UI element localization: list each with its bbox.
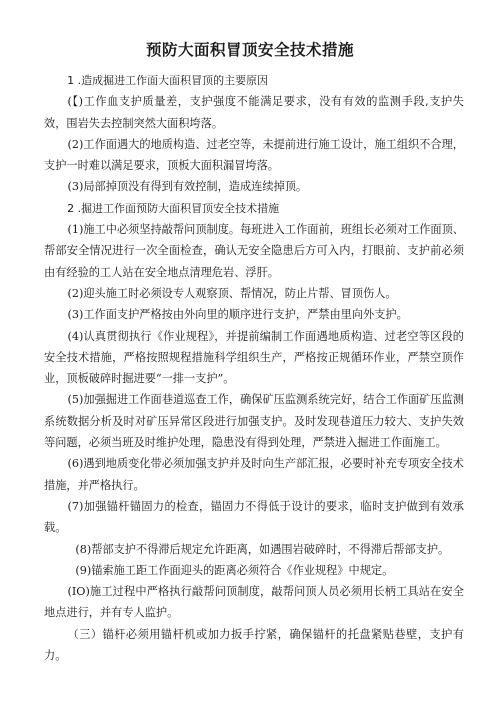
paragraph-measure-7: (7)加强锚杆锚固力的检查，锚固力不得低于设计的要求，临时支护做到有效承载。 [44, 499, 464, 535]
paragraph-cause-1: (【)工作血支护质量差，支护强度不能满足要求，没有有效的监测手段,支护失效，围岩失去控制突然大面积垮落。 [44, 95, 464, 130]
paragraph-measure-3: (3)工作面支护严格按由外向里的顺序进行支护，严禁由里向外支护。 [67, 308, 408, 322]
paragraph-measure-10: (IO)施工过程中严格执行敲帮问顶制度，敲帮问顶人员必须用长柄工具站在安全地点进行，并有专人监护。 [44, 585, 464, 620]
paragraph-measure-5: (5)加强掘进工作面巷道巡查工作，确保矿压监测系统完好，结合工作面矿压监测系统数据分析及时对矿压异常区段进行加强支护。及时发现巷道压力较大、支护失效等问题，必须当班及时维护处理，隐患没有得到处理，严禁进入掘进工作面施工。 [44, 393, 464, 450]
paragraph-measure-8: (8)帮部支护不得滞后规定允许距离，如遇围岩破碎时，不得滞后帮部支护。 [75, 542, 450, 556]
document-title: 预防大面积冒顶安全技术措施 [145, 41, 354, 59]
paragraph-cause-2: (2)工作面遇大的地质构造、过老空等，未提前进行施工设计，施工组织不合理，支护一时难以满足要求，顶板大面积漏冒垮落。 [44, 137, 464, 173]
paragraph-measure-9: (9)锚索施工距工作面迎头的距离必须符合《作业规程》中规定。 [75, 563, 394, 577]
paragraph-measure-2: (2)迎头施工时必须设专人观察顶、帮情况，防止片帮、冒顶伤人。 [67, 286, 397, 300]
paragraph-measure-6: (6)遇到地质变化带必须加强支护并及时向生产部汇报，必要时补充专项安全技术措施，并严格执行。 [44, 457, 464, 492]
paragraph-measure-4: (4)认真贯彻执行《作业规程》，并提前编制工作面遇地质构造、过老空等区段的安全技术措施，严格按照规程措施科学组织生产，严格按正规循环作业，严禁空顶作业，顶板破碎时掘进要“一排一支护”。 [44, 329, 464, 386]
section-heading-measures: 2 .掘进工作面预防大面积冒顶安全技术措施 [67, 201, 280, 215]
paragraph-measure-1: (1)施工中必须坚持敲帮问顶制度。每班进入工作面前，班组长必须对工作面顶、帮部安全情况进行一次全面检查，确认无安全隐患后方可入内，打眼前、支护前必须由有经验的工人站在安全地点清理危岩、浮肝。 [44, 223, 464, 279]
paragraph-cause-3: (3)局部掉顶没有得到有效控制，造成连续掉顶。 [67, 180, 308, 194]
document-body [44, 70, 464, 666]
section-heading-causes: 1 .造成掘进工作面大面积冒顶的主要原因 [67, 74, 269, 87]
paragraph-measure-11: （三）锚杆必须用锚杆机或加力扳手拧紧，确保锚杆的托盘紧贴巷壁，支护有力。 [44, 627, 464, 663]
